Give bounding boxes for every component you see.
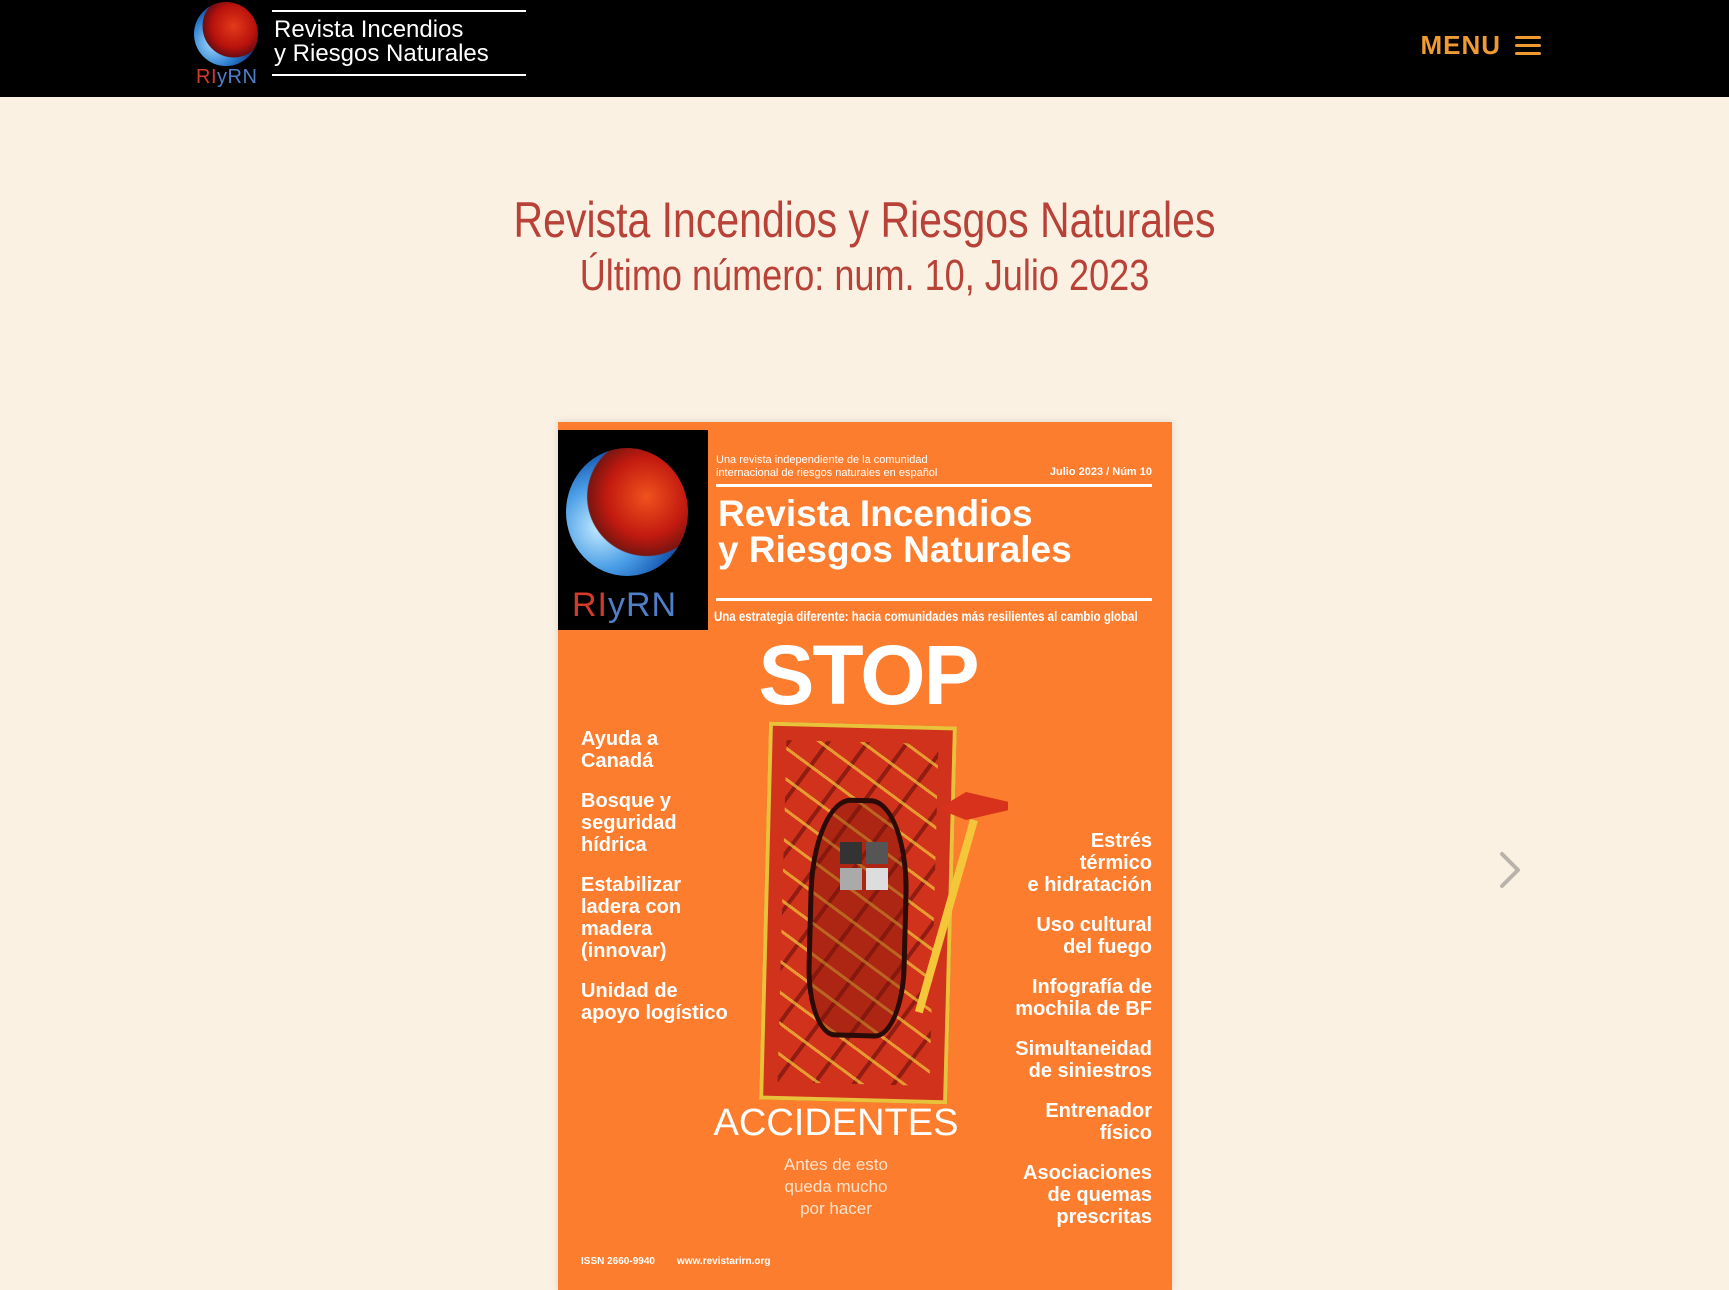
- cover-website: www.revistarirn.org: [676, 1256, 771, 1267]
- cover-strategy: Una estrategia diferente: hacia comunidades más resilientes al cambio global: [714, 608, 1138, 624]
- cover-feature-subtitle: Antes de esto queda mucho por hacer: [784, 1155, 888, 1218]
- chevron-right-icon: [1496, 850, 1524, 890]
- cover-topic: Unidad de apoyo logístico: [581, 980, 728, 1024]
- cover-topic: Simultaneidad de siniestros: [1015, 1038, 1152, 1082]
- cover-logo: [558, 430, 708, 630]
- cover-topic: Estabilizar ladera con madera (innovar): [581, 874, 682, 962]
- cover-topic: Infografía de mochila de BF: [1015, 976, 1152, 1020]
- page-title: Revista Incendios y Riesgos Naturales: [513, 192, 1216, 248]
- globe-logo-icon: [194, 2, 258, 66]
- menu-button[interactable]: [1420, 30, 1541, 61]
- cover-headline: STOP: [758, 628, 978, 722]
- menu-label: MENU: [1420, 30, 1501, 60]
- cover-globe-icon: [566, 448, 688, 576]
- cover-illustration-firefighter: [759, 722, 957, 1105]
- logo-badge: RIyRN: [196, 66, 258, 88]
- logo-line-2: y Riesgos Naturales: [274, 40, 489, 67]
- cover-topic: Entrenador físico: [1045, 1100, 1152, 1144]
- hamburger-icon: [1515, 36, 1541, 56]
- cover-title: Revista Incendios y Riesgos Naturales: [718, 493, 1072, 570]
- cover-right-topics: [952, 830, 1152, 1246]
- cover-topic: Estrés térmico e hidratación: [1027, 830, 1152, 896]
- cover-left-topics: [581, 728, 751, 1042]
- cover-logo-badge: RIyRN: [572, 586, 678, 624]
- cover-footer: [581, 1256, 771, 1267]
- top-navigation-bar: [0, 0, 1729, 97]
- latest-issue-subtitle: Último número: num. 10, Julio 2023: [579, 251, 1150, 300]
- cover-issue-date: Julio 2023 / Núm 10: [1049, 466, 1152, 478]
- cover-tagline: Una revista independiente de la comunidad internacional de riesgos naturales en español: [716, 454, 938, 479]
- pixel-block: [866, 868, 888, 890]
- slider-next-button[interactable]: [1496, 850, 1524, 890]
- pixel-block: [840, 868, 862, 890]
- cover-topic: Ayuda a Canadá: [581, 728, 659, 772]
- cover-divider: [716, 598, 1152, 601]
- cover-topic: Asociaciones de quemas prescritas: [1023, 1162, 1152, 1228]
- site-logo[interactable]: [192, 0, 532, 95]
- cover-topic: Uso cultural del fuego: [1036, 914, 1152, 958]
- magazine-cover[interactable]: [558, 422, 1172, 1290]
- cover-divider: [716, 484, 1152, 487]
- page-heading: [0, 190, 1729, 302]
- cover-feature-title: ACCIDENTES: [713, 1102, 959, 1144]
- pixel-block: [840, 842, 862, 864]
- firefighter-figure: [805, 797, 911, 1040]
- logo-wordmark: [272, 10, 526, 76]
- cover-topic: Bosque y seguridad hídrica: [581, 790, 677, 856]
- pixel-block: [866, 842, 888, 864]
- cover-issn: ISSN 2660-9940: [581, 1256, 655, 1267]
- logo-line-1: Revista Incendios: [274, 16, 464, 43]
